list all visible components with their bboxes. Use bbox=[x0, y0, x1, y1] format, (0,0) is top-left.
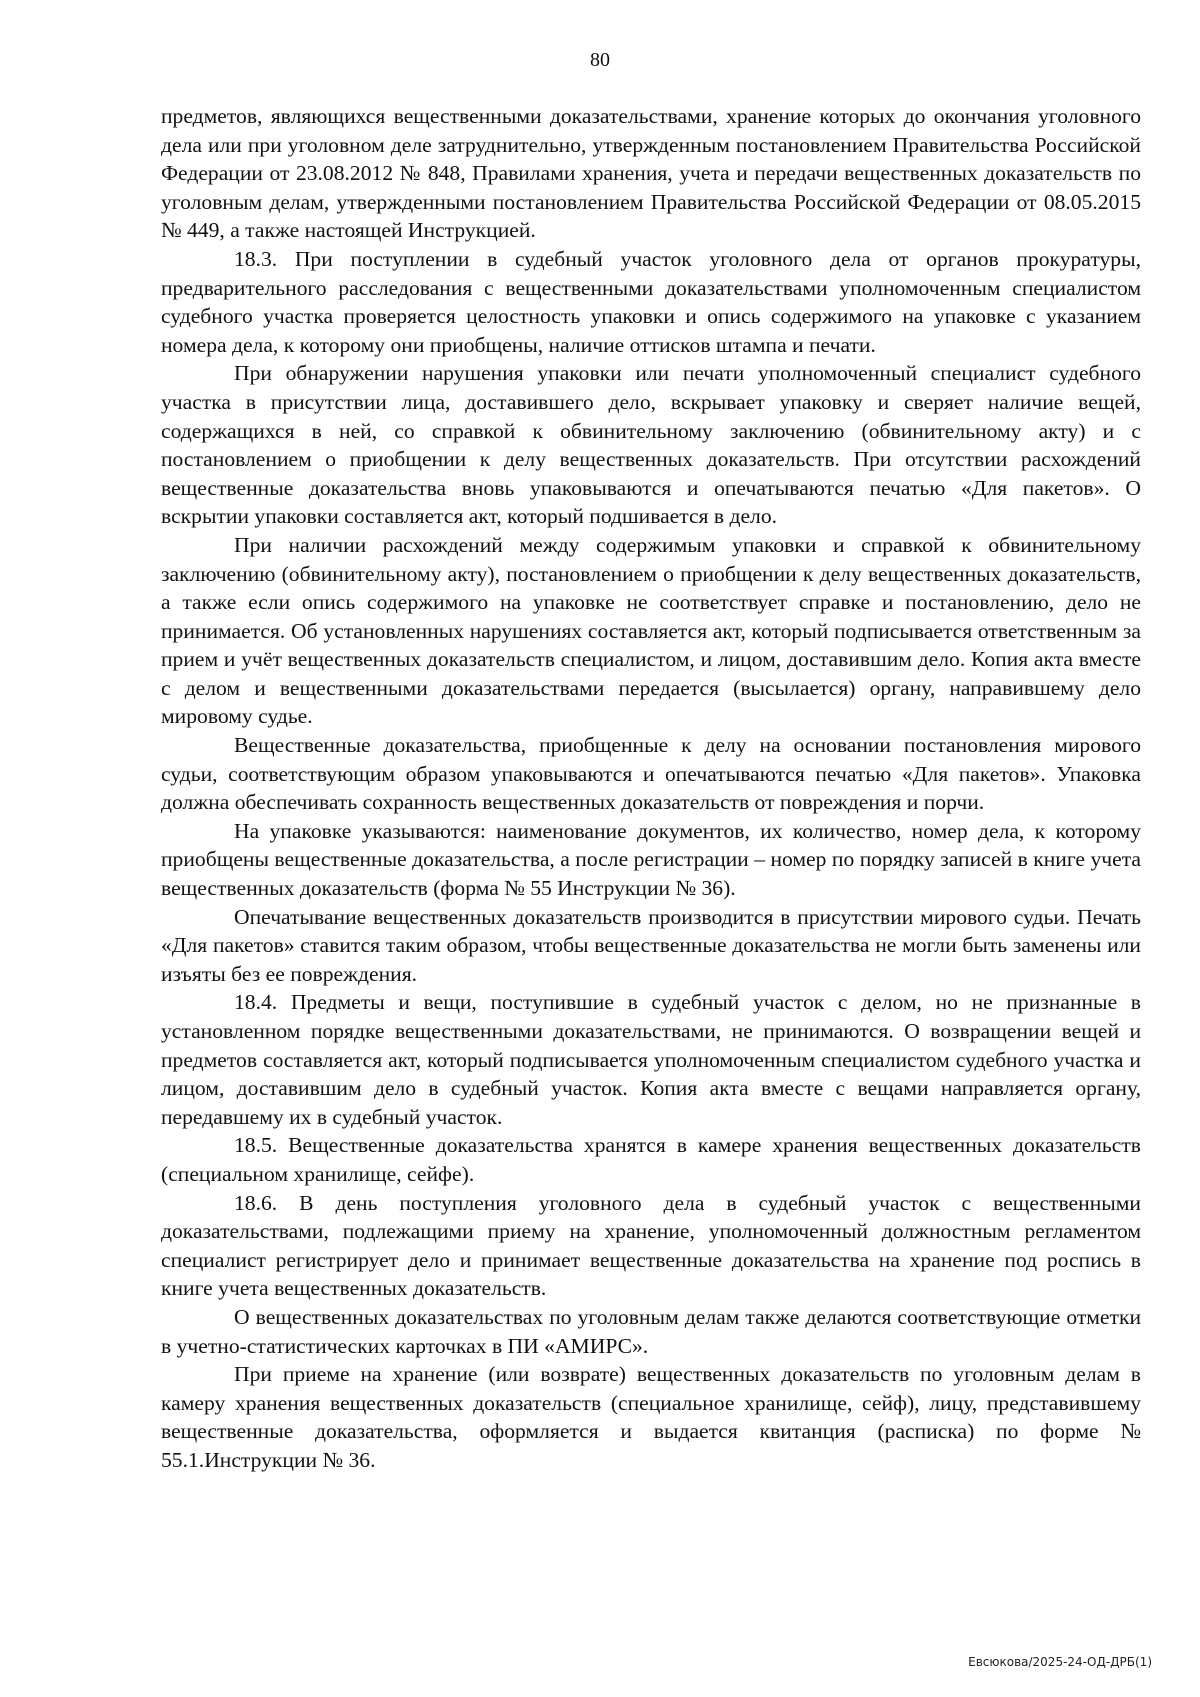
paragraph-4: При наличии расхождений между содержимым упаковки и справкой к обвинительному заключению (обвинительному акту), постановлением о приобщении к делу вещественных доказательств, а также если опись содержимого на упаковке не соответствует справке и постановлению, дело не принимается. Об установленных нарушениях составляется акт, который подписывается ответственным за прием и учёт вещественных доказательств специалистом, и лицом, доставившим дело. Копия акта вместе с делом и вещественными доказательствами передается (высылается) органу, направившему дело мировому судье. bbox=[161, 532, 1141, 729]
paragraph-10: 18.6. В день поступления уголовного дела в судебный участок с вещественными доказательствами, подлежащими приему на хранение, уполномоченный должностным регламентом специалист регистрирует дело и принимает вещественные доказательства на хранение под роспись в книге учета вещественных доказательств. bbox=[161, 1190, 1141, 1301]
paragraph-5: Вещественные доказательства, приобщенные к делу на основании постановления мирового судьи, соответствующим образом упаковываются и опечатываются печатью «Для пакетов». Упаковка должна обеспечивать сохранность вещественных доказательств от повреждения и порчи. bbox=[161, 733, 1141, 815]
paragraph-7: Опечатывание вещественных доказательств производится в присутствии мирового судьи. Печать «Для пакетов» ставится таким образом, чтобы вещественные доказательства не могли быть заменены или изъяты без ее повреждения. bbox=[161, 904, 1141, 986]
paragraph-2: 18.3. При поступлении в судебный участок уголовного дела от органов прокуратуры, предварительного расследования с вещественными доказательствами уполномоченным специалистом судебного участка проверяется целостность упаковки и опись содержимого на упаковке с указанием номера дела, к которому они приобщены, наличие оттисков штампа и печати. bbox=[161, 246, 1141, 357]
footer-document-code: Евсюкова/2025-24-ОД-ДРБ(1) bbox=[968, 1655, 1152, 1669]
paragraph-6: На упаковке указываются: наименование документов, их количество, номер дела, к которому приобщены вещественные доказательства, а после регистрации – номер по порядку записей в книге учета вещественных доказательств (форма № 55 Инструкции № 36). bbox=[161, 818, 1141, 901]
paragraph-11: О вещественных доказательствах по уголовным делам также делаются соответствующие отметки в учетно-статистических карточках в ПИ «АМИРС». bbox=[161, 1304, 1141, 1358]
paragraph-1: предметов, являющихся вещественными доказательствами, хранение которых до окончания уголовного дела или при уголовном деле затруднительно, утвержденным постановлением Правительства Российской Федерации от 23.08.2012 № 848, Правилами хранения, учета и передачи вещественных доказательств по уголовным делам, утвержденными постановлением Правительства Российской Федерации от 08.05.2015 № 449, а также настоящей Инструкцией. bbox=[161, 104, 1141, 243]
page-number: 80 bbox=[590, 49, 610, 71]
paragraph-12: При приеме на хранение (или возврате) вещественных доказательств по уголовным делам в камеру хранения вещественных доказательств (специальное хранилище, сейф), лицу, представившему вещественные доказательства, оформляется и выдается квитанция (расписка) по форме № 55.1.Инструкции № 36. bbox=[161, 1362, 1141, 1472]
paragraph-3: При обнаружении нарушения упаковки или печати уполномоченный специалист судебного участка в присутствии лица, доставившего дело, вскрывает упаковку и сверяет наличие вещей, содержащихся в ней, со справкой к обвинительному заключению (обвинительному акту) и с постановлением о приобщении к делу вещественных доказательств. При отсутствии расхождений вещественные доказательства вновь упаковываются и опечатываются печатью «Для пакетов». О вскрытии упаковки составляется акт, который подшивается в дело. bbox=[161, 361, 1141, 529]
paragraph-9: 18.5. Вещественные доказательства хранятся в камере хранения вещественных доказательств (специальном хранилище, сейфе). bbox=[161, 1133, 1141, 1186]
document-body bbox=[161, 102, 1141, 1475]
paragraph-8: 18.4. Предметы и вещи, поступившие в судебный участок с делом, но не признанные в установленном порядке вещественными доказательствами, не принимаются. О возвращении вещей и предметов составляется акт, который подписывается уполномоченным специалистом судебного участка и лицом, доставившим дело в судебный участок. Копия акта вместе с вещами направляется органу, передавшему их в судебный участок. bbox=[161, 990, 1141, 1129]
